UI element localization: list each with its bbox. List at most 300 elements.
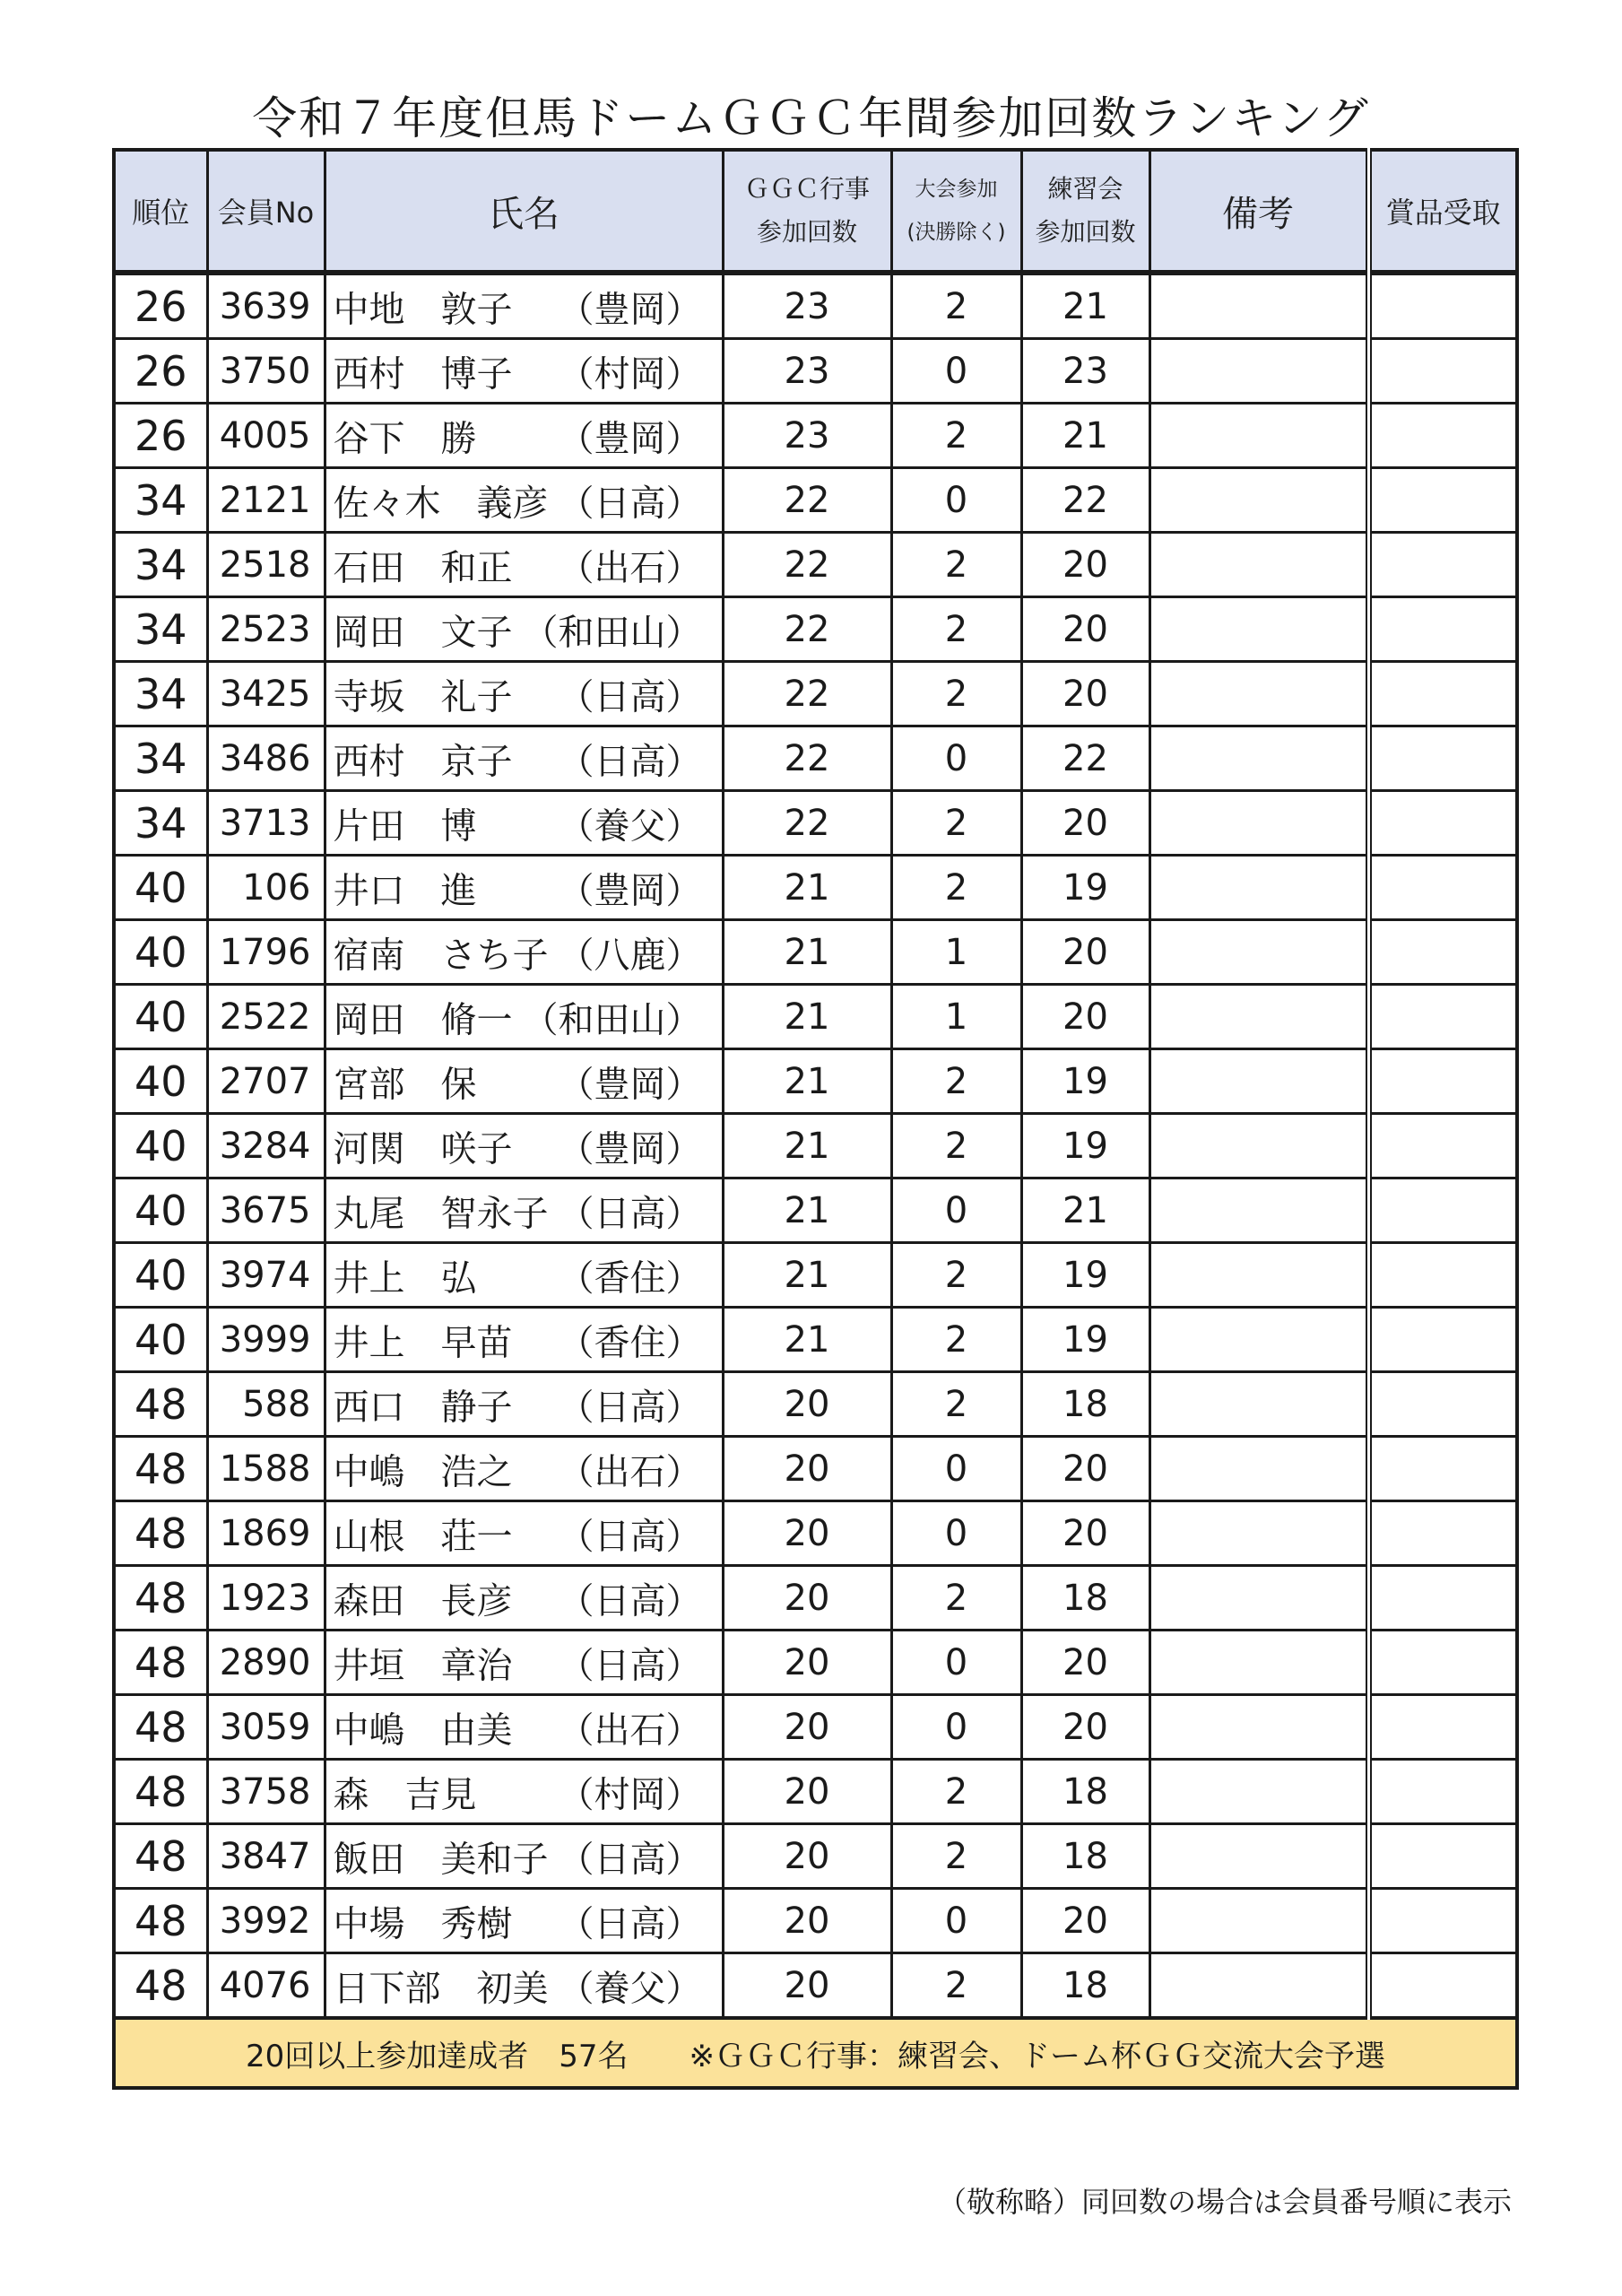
name-cell [325, 1178, 723, 1243]
practice-count-cell: 20 [1021, 920, 1149, 985]
ggc-count-cell: 20 [723, 1889, 891, 1953]
prize-cell [1368, 662, 1517, 726]
member-no-cell: 588 [207, 1372, 325, 1437]
rank-cell: 48 [114, 1824, 207, 1889]
member-no-cell: 2890 [207, 1631, 325, 1695]
remarks-cell [1149, 1566, 1368, 1631]
member-no-cell: 3284 [207, 1114, 325, 1178]
remarks-cell [1149, 1824, 1368, 1889]
practice-count-cell: 22 [1021, 726, 1149, 791]
page-title: 令和７年度但馬ドームＧＧＣ年間参加回数ランキング [252, 92, 1370, 144]
name-cell [325, 273, 723, 339]
practice-count-cell: 20 [1021, 1631, 1149, 1695]
tournament-count-cell: 2 [891, 791, 1021, 856]
remarks-cell [1149, 1501, 1368, 1566]
table-row [114, 597, 1517, 662]
header-prize: 賞品受取 [1368, 150, 1517, 273]
table-row [114, 468, 1517, 533]
member-area: （出石） [558, 1709, 702, 1751]
member-no-cell: 2522 [207, 985, 325, 1049]
table-row [114, 1049, 1517, 1114]
tournament-count-cell: 2 [891, 597, 1021, 662]
ggc-count-cell: 21 [723, 1049, 891, 1114]
member-no-cell: 3675 [207, 1178, 325, 1243]
rank-cell: 40 [114, 1114, 207, 1178]
table-body [114, 273, 1517, 2018]
member-name: 片田 博 [333, 805, 477, 847]
table-row [114, 273, 1517, 339]
name-cell [325, 1308, 723, 1372]
practice-count-cell: 18 [1021, 1824, 1149, 1889]
remarks-cell [1149, 1760, 1368, 1824]
practice-count-cell: 20 [1021, 533, 1149, 597]
member-name: 西村 京子 [333, 741, 513, 782]
practice-count-cell: 20 [1021, 1437, 1149, 1501]
member-area: （和田山） [522, 999, 702, 1040]
practice-count-cell: 18 [1021, 1760, 1149, 1824]
member-no-cell: 3639 [207, 273, 325, 339]
member-name: 森田 長彦 [333, 1580, 513, 1622]
member-area: （養父） [558, 805, 702, 847]
rank-cell: 48 [114, 1695, 207, 1760]
header-practice [1021, 150, 1149, 273]
name-cell [325, 791, 723, 856]
tournament-count-cell: 2 [891, 662, 1021, 726]
practice-count-cell: 20 [1021, 662, 1149, 726]
member-no-cell: 1796 [207, 920, 325, 985]
table-row [114, 1889, 1517, 1953]
member-area: （日高） [558, 1580, 702, 1622]
member-area: （村岡） [558, 353, 702, 395]
remarks-cell [1149, 339, 1368, 404]
table-row [114, 1695, 1517, 1760]
tournament-count-cell: 2 [891, 1049, 1021, 1114]
name-cell [325, 1501, 723, 1566]
member-no-cell: 3059 [207, 1695, 325, 1760]
tournament-count-cell: 2 [891, 1243, 1021, 1308]
member-area: （日高） [558, 741, 702, 782]
prize-cell [1368, 1437, 1517, 1501]
ggc-count-cell: 21 [723, 856, 891, 920]
rank-cell: 48 [114, 1372, 207, 1437]
ggc-count-cell: 20 [723, 1953, 891, 2019]
ggc-count-cell: 22 [723, 468, 891, 533]
practice-count-cell: 19 [1021, 1308, 1149, 1372]
ggc-count-cell: 22 [723, 662, 891, 726]
ranking-table [112, 148, 1519, 2090]
member-name: 岡田 文子 [333, 612, 513, 653]
rank-cell: 48 [114, 1889, 207, 1953]
member-no-cell: 3992 [207, 1889, 325, 1953]
remarks-cell [1149, 533, 1368, 597]
ggc-count-cell: 22 [723, 533, 891, 597]
member-name: 寺坂 礼子 [333, 676, 513, 718]
rank-cell: 40 [114, 1243, 207, 1308]
prize-cell [1368, 1824, 1517, 1889]
member-area: （日高） [558, 1387, 702, 1428]
tournament-count-cell: 0 [891, 1631, 1021, 1695]
table-row [114, 856, 1517, 920]
header-member-no: 会員No [207, 150, 325, 273]
prize-cell [1368, 1114, 1517, 1178]
rank-cell: 34 [114, 662, 207, 726]
prize-cell [1368, 1178, 1517, 1243]
remarks-cell [1149, 920, 1368, 985]
member-area: （日高） [558, 483, 702, 524]
tournament-count-cell: 2 [891, 1372, 1021, 1437]
member-no-cell: 3425 [207, 662, 325, 726]
remarks-cell [1149, 726, 1368, 791]
ggc-count-cell: 20 [723, 1824, 891, 1889]
member-area: （豊岡） [558, 1128, 702, 1170]
table-row [114, 985, 1517, 1049]
tournament-count-cell: 2 [891, 273, 1021, 339]
rank-cell: 26 [114, 339, 207, 404]
remarks-cell [1149, 1631, 1368, 1695]
member-area: （豊岡） [558, 289, 702, 330]
practice-count-cell: 21 [1021, 404, 1149, 468]
prize-cell [1368, 339, 1517, 404]
practice-count-cell: 19 [1021, 1114, 1149, 1178]
rank-cell: 48 [114, 1953, 207, 2019]
tournament-count-cell: 0 [891, 1501, 1021, 1566]
prize-cell [1368, 533, 1517, 597]
ggc-count-cell: 20 [723, 1566, 891, 1631]
member-name: 森 吉見 [333, 1774, 477, 1815]
practice-count-cell: 20 [1021, 1889, 1149, 1953]
remarks-cell [1149, 404, 1368, 468]
member-no-cell: 1923 [207, 1566, 325, 1631]
header-ggc-line2: 参加回数 [756, 217, 857, 247]
rank-cell: 26 [114, 273, 207, 339]
table-row [114, 791, 1517, 856]
header-tournament-line2: (決勝除く) [906, 221, 1006, 244]
rank-cell: 34 [114, 468, 207, 533]
table-row [114, 1243, 1517, 1308]
tournament-count-cell: 0 [891, 468, 1021, 533]
ggc-count-cell: 21 [723, 1178, 891, 1243]
ggc-count-cell: 23 [723, 339, 891, 404]
ggc-count-cell: 20 [723, 1631, 891, 1695]
member-area: （出石） [558, 547, 702, 588]
remarks-cell [1149, 597, 1368, 662]
header-tournament-line1: 大会参加 [915, 178, 998, 201]
tournament-count-cell: 2 [891, 1114, 1021, 1178]
tournament-count-cell: 0 [891, 1437, 1021, 1501]
remarks-cell [1149, 1243, 1368, 1308]
name-cell [325, 1824, 723, 1889]
remarks-cell [1149, 1178, 1368, 1243]
member-no-cell: 2518 [207, 533, 325, 597]
table-row [114, 1372, 1517, 1437]
table-row [114, 1631, 1517, 1695]
remarks-cell [1149, 1372, 1368, 1437]
name-cell [325, 1953, 723, 2019]
prize-cell [1368, 597, 1517, 662]
member-area: （日高） [558, 1645, 702, 1686]
name-cell [325, 1243, 723, 1308]
tournament-count-cell: 2 [891, 533, 1021, 597]
tournament-count-cell: 2 [891, 1760, 1021, 1824]
name-cell [325, 726, 723, 791]
member-area: （豊岡） [558, 870, 702, 911]
practice-count-cell: 19 [1021, 1049, 1149, 1114]
ggc-count-cell: 22 [723, 597, 891, 662]
member-no-cell: 2707 [207, 1049, 325, 1114]
table-row [114, 1566, 1517, 1631]
header-ggc-count [723, 150, 891, 273]
practice-count-cell: 22 [1021, 468, 1149, 533]
practice-count-cell: 21 [1021, 273, 1149, 339]
practice-count-cell: 18 [1021, 1566, 1149, 1631]
member-name: 宿南 さち子 [333, 935, 549, 976]
name-cell [325, 1114, 723, 1178]
member-no-cell: 2121 [207, 468, 325, 533]
name-cell [325, 985, 723, 1049]
member-area: （日高） [558, 1839, 702, 1880]
rank-cell: 40 [114, 985, 207, 1049]
table-row [114, 1760, 1517, 1824]
prize-cell [1368, 468, 1517, 533]
practice-count-cell: 19 [1021, 856, 1149, 920]
tournament-count-cell: 2 [891, 404, 1021, 468]
member-name: 石田 和正 [333, 547, 513, 588]
prize-cell [1368, 1501, 1517, 1566]
table-row [114, 1501, 1517, 1566]
table-row [114, 920, 1517, 985]
prize-cell [1368, 1631, 1517, 1695]
member-area: （日高） [558, 1516, 702, 1557]
name-cell [325, 597, 723, 662]
practice-count-cell: 18 [1021, 1372, 1149, 1437]
practice-count-cell: 19 [1021, 1243, 1149, 1308]
member-name: 井上 弘 [333, 1257, 477, 1299]
rank-cell: 40 [114, 1178, 207, 1243]
member-no-cell: 3974 [207, 1243, 325, 1308]
member-name: 井口 進 [333, 870, 477, 911]
ggc-count-cell: 21 [723, 985, 891, 1049]
header-remarks: 備考 [1149, 150, 1368, 273]
tournament-count-cell: 1 [891, 985, 1021, 1049]
member-no-cell: 4076 [207, 1953, 325, 2019]
name-cell [325, 1631, 723, 1695]
table-row [114, 533, 1517, 597]
member-area: （村岡） [558, 1774, 702, 1815]
member-name: 丸尾 智永子 [333, 1193, 549, 1234]
member-area: （豊岡） [558, 1064, 702, 1105]
member-area: （日高） [558, 676, 702, 718]
rank-cell: 40 [114, 1049, 207, 1114]
remarks-cell [1149, 1308, 1368, 1372]
practice-count-cell: 23 [1021, 339, 1149, 404]
tournament-count-cell: 2 [891, 1566, 1021, 1631]
prize-cell [1368, 1308, 1517, 1372]
member-name: 日下部 初美 [333, 1968, 549, 2009]
rank-cell: 26 [114, 404, 207, 468]
member-name: 井上 早苗 [333, 1322, 513, 1363]
member-name: 井垣 章治 [333, 1645, 513, 1686]
name-cell [325, 856, 723, 920]
name-cell [325, 920, 723, 985]
member-no-cell: 1588 [207, 1437, 325, 1501]
name-cell [325, 1372, 723, 1437]
tournament-count-cell: 2 [891, 856, 1021, 920]
prize-cell [1368, 856, 1517, 920]
member-no-cell: 106 [207, 856, 325, 920]
member-name: 宮部 保 [333, 1064, 477, 1105]
table-row [114, 1953, 1517, 2019]
rank-cell: 34 [114, 791, 207, 856]
member-name: 河関 咲子 [333, 1128, 513, 1170]
header-practice-line2: 参加回数 [1035, 217, 1136, 247]
name-cell [325, 1437, 723, 1501]
rank-cell: 40 [114, 1308, 207, 1372]
prize-cell [1368, 404, 1517, 468]
ggc-count-cell: 22 [723, 726, 891, 791]
remarks-cell [1149, 856, 1368, 920]
name-cell [325, 662, 723, 726]
tournament-count-cell: 2 [891, 1953, 1021, 2019]
ggc-count-cell: 21 [723, 920, 891, 985]
prize-cell [1368, 1243, 1517, 1308]
member-area: （豊岡） [558, 418, 702, 459]
rank-cell: 34 [114, 533, 207, 597]
name-cell [325, 339, 723, 404]
member-name: 中地 敦子 [333, 289, 513, 330]
remarks-cell [1149, 1953, 1368, 2019]
prize-cell [1368, 1889, 1517, 1953]
prize-cell [1368, 1953, 1517, 2019]
header-name: 氏名 [325, 150, 723, 273]
tournament-count-cell: 0 [891, 1178, 1021, 1243]
tournament-count-cell: 0 [891, 1695, 1021, 1760]
name-cell [325, 404, 723, 468]
table-row [114, 1824, 1517, 1889]
member-no-cell: 3758 [207, 1760, 325, 1824]
name-cell [325, 1049, 723, 1114]
ggc-count-cell: 20 [723, 1372, 891, 1437]
remarks-cell [1149, 791, 1368, 856]
tournament-count-cell: 1 [891, 920, 1021, 985]
remarks-cell [1149, 273, 1368, 339]
table-row [114, 1178, 1517, 1243]
practice-count-cell: 20 [1021, 1501, 1149, 1566]
member-name: 谷下 勝 [333, 418, 477, 459]
prize-cell [1368, 1760, 1517, 1824]
member-name: 飯田 美和子 [333, 1839, 549, 1880]
member-area: （和田山） [522, 612, 702, 653]
member-name: 岡田 脩一 [333, 999, 513, 1040]
practice-count-cell: 21 [1021, 1178, 1149, 1243]
name-cell [325, 1566, 723, 1631]
member-area: （出石） [558, 1451, 702, 1492]
rank-cell: 48 [114, 1631, 207, 1695]
practice-count-cell: 20 [1021, 597, 1149, 662]
prize-cell [1368, 985, 1517, 1049]
member-name: 西口 静子 [333, 1387, 513, 1428]
member-name: 佐々木 義彦 [333, 483, 549, 524]
summary-footer: 20回以上参加達成者 57名 ※ＧＧＣ行事：練習会、ドーム杯ＧＧ交流大会予選 [114, 2018, 1517, 2088]
prize-cell [1368, 726, 1517, 791]
ggc-count-cell: 21 [723, 1114, 891, 1178]
remarks-cell [1149, 1049, 1368, 1114]
header-practice-line1: 練習会 [1047, 174, 1123, 204]
ggc-count-cell: 20 [723, 1760, 891, 1824]
member-area: （日高） [558, 1193, 702, 1234]
tournament-count-cell: 0 [891, 339, 1021, 404]
ggc-count-cell: 20 [723, 1437, 891, 1501]
member-no-cell: 3999 [207, 1308, 325, 1372]
remarks-cell [1149, 1889, 1368, 1953]
table-row [114, 1114, 1517, 1178]
remarks-cell [1149, 468, 1368, 533]
rank-cell: 34 [114, 597, 207, 662]
name-cell [325, 468, 723, 533]
remarks-cell [1149, 1437, 1368, 1501]
prize-cell [1368, 1695, 1517, 1760]
member-no-cell: 4005 [207, 404, 325, 468]
member-name: 中嶋 由美 [333, 1709, 513, 1751]
tournament-count-cell: 0 [891, 1889, 1021, 1953]
tournament-count-cell: 0 [891, 726, 1021, 791]
ggc-count-cell: 20 [723, 1695, 891, 1760]
member-name: 山根 荘一 [333, 1516, 513, 1557]
name-cell [325, 1889, 723, 1953]
ggc-count-cell: 21 [723, 1243, 891, 1308]
rank-cell: 48 [114, 1501, 207, 1566]
rank-cell: 40 [114, 856, 207, 920]
member-name: 中嶋 浩之 [333, 1451, 513, 1492]
header-tournament [891, 150, 1021, 273]
name-cell [325, 1695, 723, 1760]
tournament-count-cell: 2 [891, 1824, 1021, 1889]
prize-cell [1368, 1566, 1517, 1631]
member-no-cell: 3750 [207, 339, 325, 404]
prize-cell [1368, 1372, 1517, 1437]
rank-cell: 40 [114, 920, 207, 985]
member-area: （八鹿） [558, 935, 702, 976]
rank-cell: 48 [114, 1437, 207, 1501]
member-area: （日高） [558, 1903, 702, 1944]
remarks-cell [1149, 662, 1368, 726]
member-no-cell: 2523 [207, 597, 325, 662]
member-area: （香住） [558, 1257, 702, 1299]
name-cell [325, 1760, 723, 1824]
practice-count-cell: 20 [1021, 985, 1149, 1049]
member-no-cell: 3486 [207, 726, 325, 791]
member-no-cell: 1869 [207, 1501, 325, 1566]
member-name: 中場 秀樹 [333, 1903, 513, 1944]
ggc-count-cell: 23 [723, 273, 891, 339]
member-area: （養父） [558, 1968, 702, 2009]
table-row [114, 662, 1517, 726]
rank-cell: 48 [114, 1760, 207, 1824]
header-ggc-line1: ＧＧＣ行事 [743, 174, 870, 204]
prize-cell [1368, 273, 1517, 339]
table-row [114, 1437, 1517, 1501]
rank-cell: 34 [114, 726, 207, 791]
ggc-count-cell: 22 [723, 791, 891, 856]
prize-cell [1368, 791, 1517, 856]
member-no-cell: 3847 [207, 1824, 325, 1889]
member-name: 西村 博子 [333, 353, 513, 395]
table-row [114, 1308, 1517, 1372]
practice-count-cell: 20 [1021, 1695, 1149, 1760]
practice-count-cell: 20 [1021, 791, 1149, 856]
member-no-cell: 3713 [207, 791, 325, 856]
table-row [114, 404, 1517, 468]
table-header [114, 150, 1517, 273]
